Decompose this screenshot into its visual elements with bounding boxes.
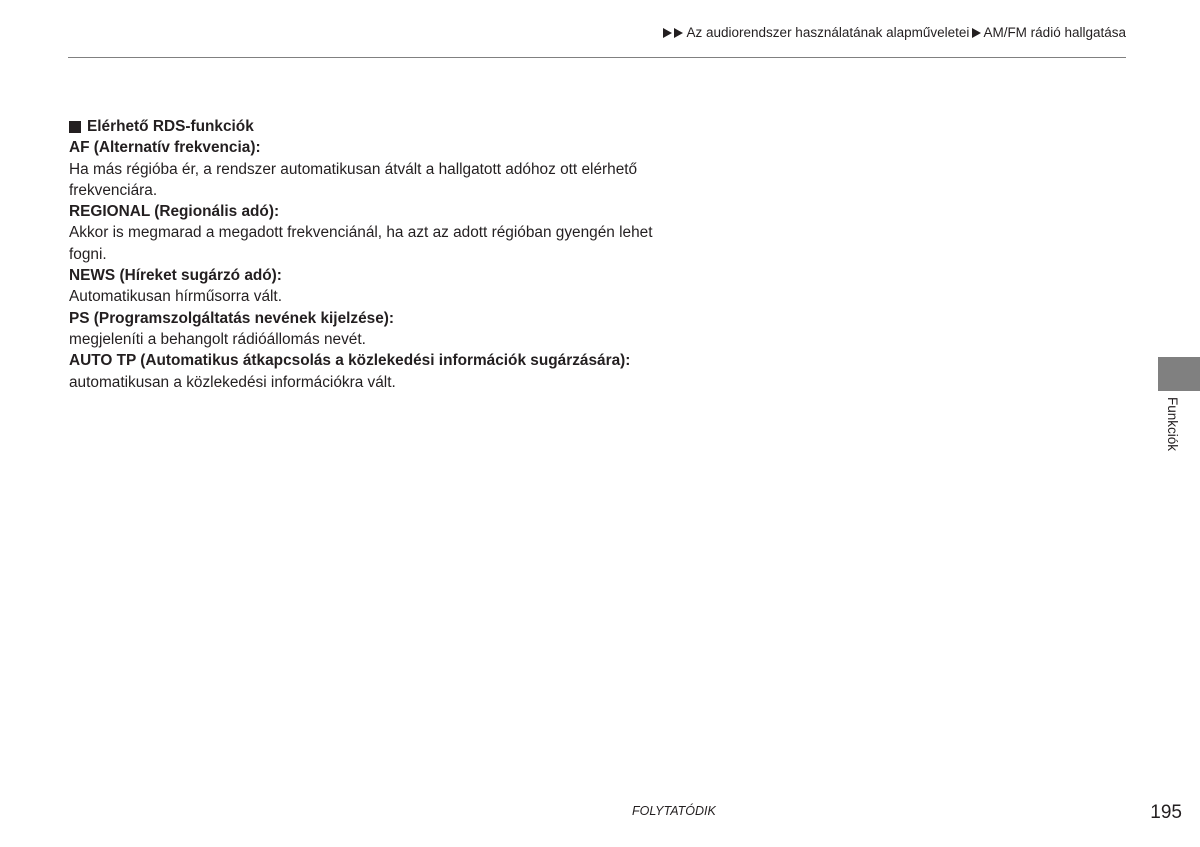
term-ps: PS (Programszolgáltatás nevének kijelzése): xyxy=(69,309,395,327)
desc-line: Ha más régióba ér, a rendszer automatikusan átvált a hallgatott adóhoz ott elérhető xyxy=(69,160,638,178)
desc-line: Automatikusan hírműsorra vált. xyxy=(69,288,282,306)
breadcrumb xyxy=(663,25,1127,40)
triangle-right-icon xyxy=(972,28,981,38)
page-number: 195 xyxy=(1150,802,1182,823)
term-af: AF (Alternatív frekvencia): xyxy=(69,139,261,157)
desc-line: Akkor is megmarad a megadott frekvenciánál, ha azt az adott régióban gyengén lehet xyxy=(69,224,653,242)
term-auto-tp: AUTO TP (Automatikus átkapcsolás a közlekedési információk sugárzására): xyxy=(69,352,631,370)
desc-line: megjeleníti a behangolt rádióállomás nevét. xyxy=(69,330,366,348)
desc-line: fogni. xyxy=(69,245,107,263)
breadcrumb-parent: Az audiorendszer használatának alapműveletei xyxy=(686,25,970,40)
section-heading xyxy=(69,116,709,137)
triangle-right-icon xyxy=(674,28,683,38)
chapter-tab xyxy=(1158,357,1200,391)
square-bullet-icon xyxy=(69,121,81,133)
term-news: NEWS (Híreket sugárzó adó): xyxy=(69,267,282,285)
section-title: Elérhető RDS-funkciók xyxy=(87,118,254,135)
header-rule xyxy=(68,57,1126,58)
term-regional: REGIONAL (Regionális adó): xyxy=(69,203,280,221)
continue-label: FOLYTATÓDIK xyxy=(632,804,716,818)
breadcrumb-current: AM/FM rádió hallgatása xyxy=(983,25,1126,40)
chapter-tab-label: Funkciók xyxy=(1165,397,1180,452)
desc-line: automatikusan a közlekedési információkra vált. xyxy=(69,373,396,391)
section-content xyxy=(69,116,709,393)
triangle-right-icon xyxy=(663,28,672,38)
desc-line: frekvenciára. xyxy=(69,181,158,199)
